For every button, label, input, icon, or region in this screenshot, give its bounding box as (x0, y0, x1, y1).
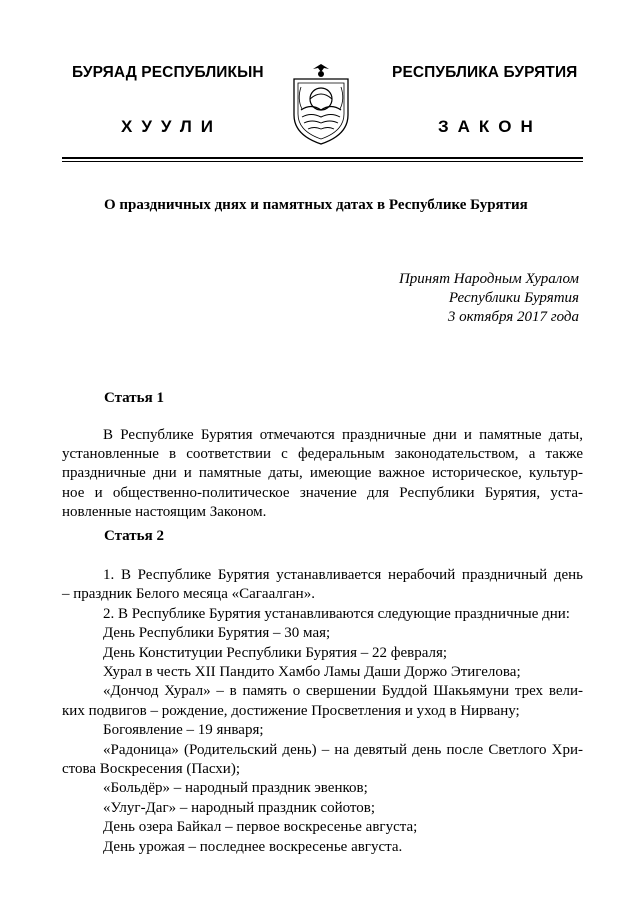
header-divider-thick (62, 157, 583, 159)
article-1-line: ное и общественно-политическое значение для Республики Бурятия, уста- (62, 484, 583, 501)
article-1-line: праздничные дни и памятные даты, имеющие важное историческое, культур- (62, 465, 583, 482)
article-1-line: В Республике Бурятия отмечаются праздничные дни и памятные даты, (103, 427, 583, 443)
holiday-item: День урожая – последнее воскресенье августа. (103, 838, 403, 855)
article-1-heading: Статья 1 (104, 390, 164, 406)
holiday-item: «Радоница» (Родительский день) – на девятый день после Светлого Хри- (103, 741, 583, 758)
article-2-clause-2: 2. В Республике Бурятия устанавливаются следующие праздничные дни: (103, 605, 570, 622)
holiday-item: ких подвигов – рождение, достижение Просветления и уход в Нирвану; (62, 702, 520, 719)
adoption-line-3: 3 октября 2017 года (447, 309, 579, 325)
adoption-line-2: Республики Бурятия (448, 290, 579, 306)
adoption-line-1: Принят Народным Хуралом (398, 271, 579, 287)
header-divider-thin (62, 161, 583, 162)
article-1-line: новленные настоящим Законом. (62, 503, 267, 520)
header-left-subtitle: ХУУЛИ (121, 117, 222, 136)
article-2-clause-1-line: 1. В Республике Бурятия устанавливается нерабочий праздничный день (103, 567, 583, 583)
holiday-item: Хурал в честь XII Пандито Хамбо Ламы Даши Доржо Этигелова; (103, 664, 521, 681)
header-left-title: БУРЯАД РЕСПУБЛИКЫН (72, 64, 264, 81)
header-right-title: РЕСПУБЛИКА БУРЯТИЯ (392, 64, 578, 81)
buryatia-coat-of-arms-icon (291, 63, 351, 145)
holiday-item: День Республики Бурятия – 30 мая; (103, 625, 331, 642)
holiday-item: День озера Байкал – первое воскресенье августа; (103, 819, 418, 836)
holiday-item: «Больдёр» – народный праздник эвенков; (103, 780, 368, 797)
holiday-item: Богоявление – 19 января; (103, 722, 264, 739)
holiday-item: «Улуг-Даг» – народный праздник сойотов; (103, 799, 376, 816)
holiday-item: «Дончод Хурал» – в память о свершении Буддой Шакьямуни трех вели- (103, 683, 583, 700)
article-1-body (62, 426, 583, 522)
article-2-clause-1-line: – праздник Белого месяца «Сагаалган». (62, 586, 315, 603)
holiday-item: День Конституции Республики Бурятия – 22 февраля; (103, 644, 448, 661)
adoption-note (399, 270, 579, 327)
article-1-line: установленные в соответствии с федеральным законодательством, а также (62, 446, 583, 463)
holiday-item: стова Воскресения (Пасхи); (62, 761, 241, 778)
header-right-subtitle: ЗАКОН (438, 117, 542, 136)
article-2-body (62, 566, 583, 857)
document-title: О праздничных днях и памятных датах в Республике Бурятия (104, 197, 528, 213)
article-2-heading: Статья 2 (104, 528, 164, 544)
